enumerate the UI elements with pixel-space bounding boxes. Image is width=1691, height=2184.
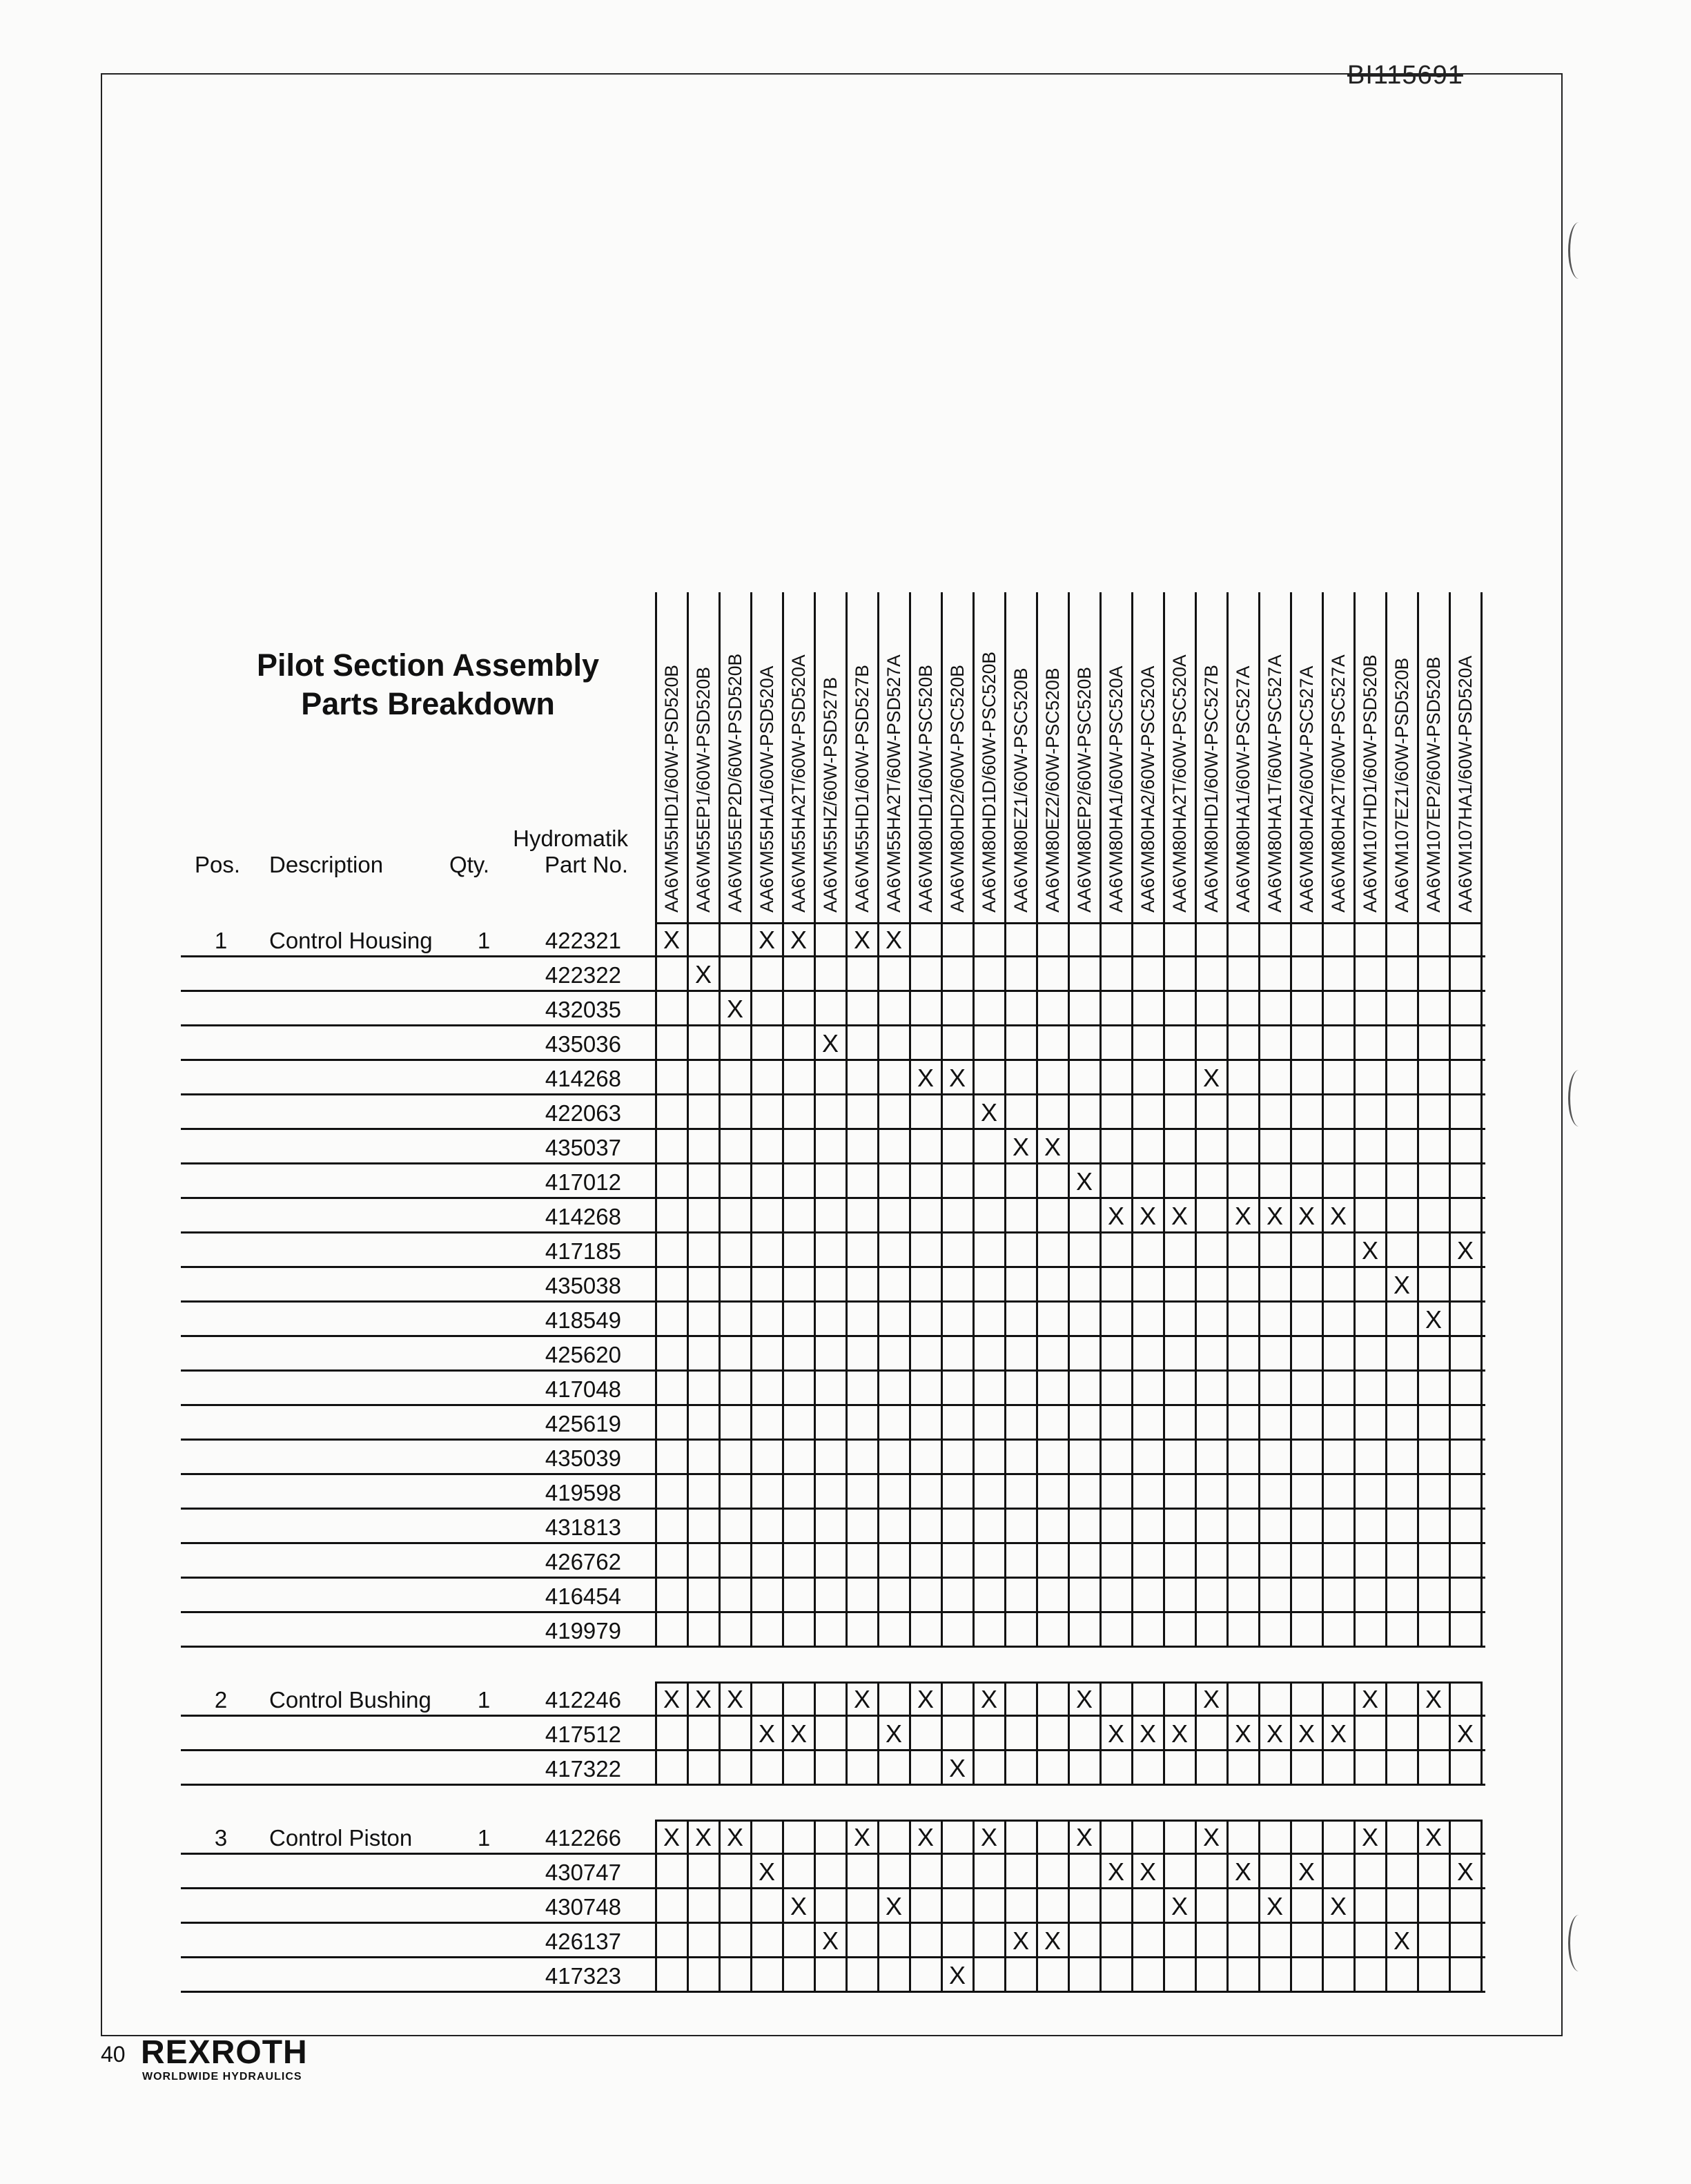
model-column-header	[941, 595, 973, 913]
column-divider	[1163, 592, 1165, 922]
applicability-mark: X	[663, 1685, 680, 1713]
column-divider	[687, 592, 689, 922]
column-divider	[1449, 1820, 1451, 1992]
column-divider	[1353, 592, 1356, 922]
model-column-header	[687, 595, 719, 913]
column-divider	[1131, 1681, 1133, 1785]
column-divider	[1417, 922, 1419, 1647]
column-divider	[1068, 1820, 1070, 1992]
column-divider	[1480, 592, 1483, 922]
column-divider	[1163, 1820, 1165, 1992]
part-number: 419979	[545, 1618, 621, 1644]
applicability-mark: X	[1107, 1719, 1124, 1748]
model-column-header	[1322, 595, 1354, 913]
model-label: AA6VM55EP1/60W-PSD520B	[693, 667, 714, 913]
applicability-mark: X	[1075, 1685, 1093, 1713]
column-divider	[814, 1820, 816, 1992]
column-divider	[1385, 592, 1387, 922]
applicability-mark: X	[726, 995, 743, 1023]
column-divider	[782, 592, 784, 922]
applicability-mark: X	[1298, 1202, 1315, 1230]
column-divider	[1036, 592, 1038, 922]
applicability-mark: X	[1393, 1927, 1410, 1955]
applicability-mark: X	[663, 1823, 680, 1851]
model-label: AA6VM55HD1/60W-PSD520B	[661, 665, 682, 913]
column-divider	[845, 1820, 848, 1992]
applicability-mark: X	[1139, 1202, 1156, 1230]
column-divider	[814, 1681, 816, 1785]
column-divider	[1004, 1681, 1006, 1785]
part-number: 432035	[545, 997, 621, 1022]
column-divider	[1226, 1820, 1229, 1992]
header-pos: Pos.	[194, 852, 241, 877]
column-divider	[941, 592, 943, 922]
column-divider	[655, 922, 657, 1647]
model-column-header	[1259, 595, 1291, 913]
applicability-mark: X	[1044, 1927, 1061, 1955]
column-divider	[1322, 1820, 1324, 1992]
column-divider	[1004, 592, 1006, 922]
part-number: 414268	[545, 1204, 621, 1229]
model-label: AA6VM107EZ1/60W-PSD520B	[1391, 657, 1412, 913]
applicability-mark: X	[694, 1685, 712, 1713]
pos-number: 2	[214, 1687, 228, 1713]
applicability-mark: X	[1361, 1823, 1378, 1851]
applicability-mark: X	[1234, 1858, 1251, 1886]
part-number: 418549	[545, 1307, 621, 1333]
applicability-mark: X	[1202, 1064, 1220, 1092]
page-title	[207, 646, 649, 723]
column-divider	[877, 922, 879, 1647]
applicability-mark: X	[1012, 1133, 1029, 1161]
model-column-header	[1100, 595, 1132, 913]
applicability-mark: X	[1234, 1202, 1251, 1230]
column-divider	[1480, 922, 1483, 1647]
applicability-mark: X	[790, 1892, 807, 1920]
applicability-mark: X	[1361, 1236, 1378, 1265]
column-divider	[814, 922, 816, 1647]
column-divider	[1353, 1681, 1356, 1785]
column-divider	[750, 922, 752, 1647]
column-divider	[845, 922, 848, 1647]
applicability-mark: X	[1171, 1202, 1188, 1230]
column-divider	[814, 592, 816, 922]
part-number: 414268	[545, 1066, 621, 1091]
column-divider	[750, 1681, 752, 1785]
model-column-header	[878, 595, 910, 913]
model-column-header	[1449, 595, 1481, 913]
column-divider	[1226, 1681, 1229, 1785]
column-divider	[687, 922, 689, 1647]
column-divider	[877, 592, 879, 922]
model-label: AA6VM55HD1/60W-PSD527B	[852, 665, 872, 913]
model-label: AA6VM107HD1/60W-PSD520B	[1360, 654, 1380, 913]
column-divider	[1258, 1681, 1260, 1785]
column-divider	[972, 922, 975, 1647]
applicability-mark: X	[853, 1685, 870, 1713]
column-divider	[1163, 922, 1165, 1647]
applicability-mark: X	[758, 1858, 775, 1886]
column-divider	[1004, 1820, 1006, 1992]
binder-hole-mark	[1568, 222, 1590, 279]
part-description: Control Housing	[269, 928, 433, 953]
model-column-header	[1005, 595, 1037, 913]
model-column-header	[1195, 595, 1227, 913]
column-divider	[1385, 1681, 1387, 1785]
column-divider	[1226, 922, 1229, 1647]
model-column-header	[1354, 595, 1386, 913]
applicability-mark: X	[1075, 1823, 1093, 1851]
applicability-mark: X	[663, 926, 680, 954]
applicability-mark: X	[917, 1685, 934, 1713]
applicability-mark: X	[1107, 1202, 1124, 1230]
part-number: 422063	[545, 1100, 621, 1126]
column-divider	[1036, 1820, 1038, 1992]
header-description: Description	[269, 852, 384, 877]
applicability-mark: X	[1329, 1892, 1347, 1920]
applicability-mark: X	[1298, 1858, 1315, 1886]
column-divider	[1322, 592, 1324, 922]
column-divider	[1417, 1681, 1419, 1785]
model-column-header	[814, 595, 846, 913]
part-number: 430747	[545, 1860, 621, 1885]
model-label: AA6VM55HA1/60W-PSD520A	[756, 665, 777, 913]
applicability-mark: X	[1234, 1719, 1251, 1748]
applicability-mark: X	[885, 1892, 902, 1920]
model-label: AA6VM80HD1/60W-PSC527B	[1201, 665, 1222, 913]
model-label: AA6VM80HA1T/60W-PSC527A	[1264, 654, 1285, 913]
pos-number: 3	[214, 1825, 228, 1851]
part-number: 417185	[545, 1238, 621, 1264]
model-column-header	[1291, 595, 1322, 913]
applicability-mark: X	[980, 1685, 997, 1713]
model-label: AA6VM80HA2/60W-PSC520A	[1137, 665, 1158, 913]
model-column-header	[1164, 595, 1195, 913]
column-divider	[909, 592, 911, 922]
applicability-mark: X	[726, 1685, 743, 1713]
model-label: AA6VM107HA1/60W-PSD520A	[1455, 655, 1476, 913]
model-label: AA6VM80EP2/60W-PSC520B	[1074, 667, 1095, 913]
model-label: AA6VM55EP2D/60W-PSD520B	[725, 653, 745, 913]
column-divider	[1385, 1820, 1387, 1992]
applicability-mark: X	[948, 1961, 966, 1989]
model-label: AA6VM80HA1/60W-PSC520A	[1106, 665, 1126, 913]
column-divider	[941, 922, 943, 1647]
column-divider	[750, 592, 752, 922]
applicability-mark: X	[1266, 1202, 1283, 1230]
column-divider	[1353, 922, 1356, 1647]
column-divider	[1480, 1820, 1483, 1992]
model-label: AA6VM80HA2/60W-PSC527A	[1296, 665, 1317, 913]
column-divider	[1195, 1681, 1197, 1785]
column-divider	[719, 1681, 721, 1785]
model-column-header	[1418, 595, 1449, 913]
applicability-mark: X	[885, 1719, 902, 1748]
column-divider	[1131, 592, 1133, 922]
column-divider	[1417, 1820, 1419, 1992]
applicability-mark: X	[1361, 1685, 1378, 1713]
model-label: AA6VM80HA2T/60W-PSC520A	[1169, 654, 1190, 913]
column-divider	[1131, 1820, 1133, 1992]
applicability-mark: X	[1139, 1858, 1156, 1886]
model-column-header	[973, 595, 1005, 913]
applicability-mark: X	[1266, 1892, 1283, 1920]
model-column-header	[1132, 595, 1164, 913]
part-number: 417048	[545, 1376, 621, 1402]
column-divider	[941, 1681, 943, 1785]
applicability-mark: X	[1456, 1236, 1474, 1265]
column-divider	[1099, 1820, 1102, 1992]
part-number: 416454	[545, 1583, 621, 1609]
applicability-mark: X	[1425, 1685, 1442, 1713]
column-divider	[1480, 1681, 1483, 1785]
column-divider	[877, 1681, 879, 1785]
part-number: 426762	[545, 1549, 621, 1574]
column-divider	[1068, 1681, 1070, 1785]
column-divider	[845, 1681, 848, 1785]
applicability-mark: X	[821, 1029, 839, 1057]
applicability-mark: X	[1202, 1823, 1220, 1851]
column-divider	[1258, 592, 1260, 922]
document-id: BI115691	[1347, 61, 1463, 90]
column-divider	[1004, 922, 1006, 1647]
column-divider	[1449, 1681, 1451, 1785]
applicability-mark: X	[790, 926, 807, 954]
column-divider	[972, 592, 975, 922]
column-divider	[909, 1681, 911, 1785]
column-divider	[941, 1820, 943, 1992]
column-divider	[750, 1820, 752, 1992]
model-column-header	[1227, 595, 1259, 913]
column-divider	[1195, 592, 1197, 922]
column-divider	[1290, 592, 1292, 922]
applicability-mark: X	[1266, 1719, 1283, 1748]
applicability-mark: X	[1202, 1685, 1220, 1713]
applicability-mark: X	[1012, 1927, 1029, 1955]
model-label: AA6VM55HA2T/60W-PSD520A	[788, 654, 809, 913]
page-number: 40	[101, 2042, 126, 2067]
applicability-mark: X	[790, 1719, 807, 1748]
model-column-header	[751, 595, 783, 913]
column-divider	[1036, 1681, 1038, 1785]
applicability-mark: X	[758, 1719, 775, 1748]
binder-hole-mark	[1568, 1070, 1590, 1127]
applicability-mark: X	[1107, 1858, 1124, 1886]
model-column-header	[783, 595, 814, 913]
applicability-mark: X	[1456, 1719, 1474, 1748]
part-number: 425619	[545, 1411, 621, 1436]
applicability-mark: X	[1171, 1892, 1188, 1920]
part-description: Control Piston	[269, 1825, 413, 1851]
part-number: 412266	[545, 1825, 621, 1851]
title-line-2: Parts Breakdown	[301, 686, 555, 721]
applicability-mark: X	[853, 1823, 870, 1851]
part-number: 417322	[545, 1756, 621, 1782]
part-number: 422322	[545, 962, 621, 988]
column-divider	[1417, 592, 1419, 922]
column-divider	[1258, 922, 1260, 1647]
model-column-header	[719, 595, 751, 913]
column-divider	[1131, 922, 1133, 1647]
brand-tagline: WORLDWIDE HYDRAULICS	[142, 2071, 302, 2083]
model-column-header	[1068, 595, 1100, 913]
applicability-mark: X	[1139, 1719, 1156, 1748]
part-number: 430748	[545, 1894, 621, 1920]
part-number: 425620	[545, 1342, 621, 1367]
column-divider	[909, 922, 911, 1647]
part-number: 435038	[545, 1273, 621, 1298]
column-divider	[1163, 1681, 1165, 1785]
applicability-mark: X	[1393, 1271, 1410, 1299]
model-label: AA6VM80HD2/60W-PSC520B	[947, 665, 968, 913]
column-divider	[655, 592, 657, 922]
column-divider	[1322, 922, 1324, 1647]
model-column-header	[1386, 595, 1418, 913]
applicability-mark: X	[1171, 1719, 1188, 1748]
column-divider	[719, 1820, 721, 1992]
brand-logo: REXROTH	[141, 2034, 308, 2071]
column-divider	[909, 1820, 911, 1992]
column-divider	[1449, 592, 1451, 922]
applicability-mark: X	[948, 1064, 966, 1092]
column-divider	[1036, 922, 1038, 1647]
title-line-1: Pilot Section Assembly	[257, 647, 599, 683]
column-divider	[1068, 922, 1070, 1647]
header-part-no	[504, 826, 628, 878]
quantity: 1	[477, 1687, 491, 1713]
part-number: 431813	[545, 1514, 621, 1540]
model-column-header	[656, 595, 687, 913]
column-divider	[1449, 922, 1451, 1647]
pos-number: 1	[214, 928, 228, 953]
model-label: AA6VM80EZ2/60W-PSC520B	[1042, 667, 1063, 913]
column-divider	[1099, 592, 1102, 922]
part-number: 435036	[545, 1031, 621, 1057]
applicability-mark: X	[726, 1823, 743, 1851]
applicability-mark: X	[694, 960, 712, 988]
model-label: AA6VM55HA2T/60W-PSD527A	[883, 654, 904, 913]
model-column-header	[910, 595, 941, 913]
column-divider	[1290, 1681, 1292, 1785]
header-part-line-2: Part No.	[544, 852, 628, 877]
column-divider	[782, 1681, 784, 1785]
column-divider	[655, 1820, 657, 1992]
model-label: AA6VM80HD1D/60W-PSC520B	[979, 651, 999, 913]
column-divider	[782, 1820, 784, 1992]
part-number: 417512	[545, 1722, 621, 1747]
quantity: 1	[477, 928, 491, 953]
part-number: 417323	[545, 1963, 621, 1989]
column-divider	[1226, 592, 1229, 922]
applicability-mark: X	[1329, 1719, 1347, 1748]
column-divider	[1068, 592, 1070, 922]
applicability-mark: X	[1044, 1133, 1061, 1161]
model-label: AA6VM80HA2T/60W-PSC527A	[1328, 654, 1349, 913]
applicability-mark: X	[694, 1823, 712, 1851]
part-description: Control Bushing	[269, 1687, 431, 1713]
part-number: 419598	[545, 1480, 621, 1505]
model-label: AA6VM80HA1/60W-PSC527A	[1233, 665, 1253, 913]
model-label: AA6VM55HZ/60W-PSD527B	[820, 676, 841, 913]
part-number: 426137	[545, 1929, 621, 1954]
model-label: AA6VM80EZ1/60W-PSC520B	[1010, 667, 1031, 913]
applicability-mark: X	[980, 1823, 997, 1851]
column-divider	[1099, 922, 1102, 1647]
applicability-mark: X	[758, 926, 775, 954]
column-divider	[1099, 1681, 1102, 1785]
column-divider	[972, 1820, 975, 1992]
applicability-mark: X	[885, 926, 902, 954]
column-divider	[687, 1681, 689, 1785]
header-qty: Qty.	[449, 852, 490, 877]
applicability-mark: X	[948, 1754, 966, 1782]
part-number: 435037	[545, 1135, 621, 1160]
quantity: 1	[477, 1825, 491, 1851]
model-label: AA6VM107EP2/60W-PSD520B	[1423, 656, 1444, 913]
applicability-mark: X	[1425, 1823, 1442, 1851]
column-divider	[877, 1820, 879, 1992]
applicability-mark: X	[821, 1927, 839, 1955]
header-part-line-1: Hydromatik	[513, 826, 628, 851]
column-divider	[719, 592, 721, 922]
column-divider	[687, 1820, 689, 1992]
applicability-mark: X	[917, 1064, 934, 1092]
model-column-header	[846, 595, 878, 913]
column-divider	[1195, 1820, 1197, 1992]
column-divider	[719, 922, 721, 1647]
applicability-mark: X	[1329, 1202, 1347, 1230]
applicability-mark: X	[1298, 1719, 1315, 1748]
applicability-mark: X	[917, 1823, 934, 1851]
applicability-mark: X	[1456, 1858, 1474, 1886]
column-divider	[1322, 1681, 1324, 1785]
binder-hole-mark	[1568, 1915, 1590, 1971]
model-label: AA6VM80HD1/60W-PSC520B	[915, 665, 936, 913]
column-divider	[1290, 922, 1292, 1647]
column-divider	[1385, 922, 1387, 1647]
column-divider	[972, 1681, 975, 1785]
column-divider	[655, 1681, 657, 1785]
column-divider	[1290, 1820, 1292, 1992]
column-divider	[782, 922, 784, 1647]
part-number: 417012	[545, 1169, 621, 1195]
applicability-mark: X	[853, 926, 870, 954]
column-divider	[1195, 922, 1197, 1647]
part-number: 435039	[545, 1445, 621, 1471]
column-divider	[1353, 1820, 1356, 1992]
model-column-header	[1037, 595, 1068, 913]
applicability-mark: X	[1075, 1167, 1093, 1196]
part-number: 412246	[545, 1687, 621, 1713]
applicability-mark: X	[1425, 1305, 1442, 1334]
applicability-mark: X	[980, 1098, 997, 1127]
column-divider	[1258, 1820, 1260, 1992]
column-divider	[845, 592, 848, 922]
part-number: 422321	[545, 928, 621, 953]
